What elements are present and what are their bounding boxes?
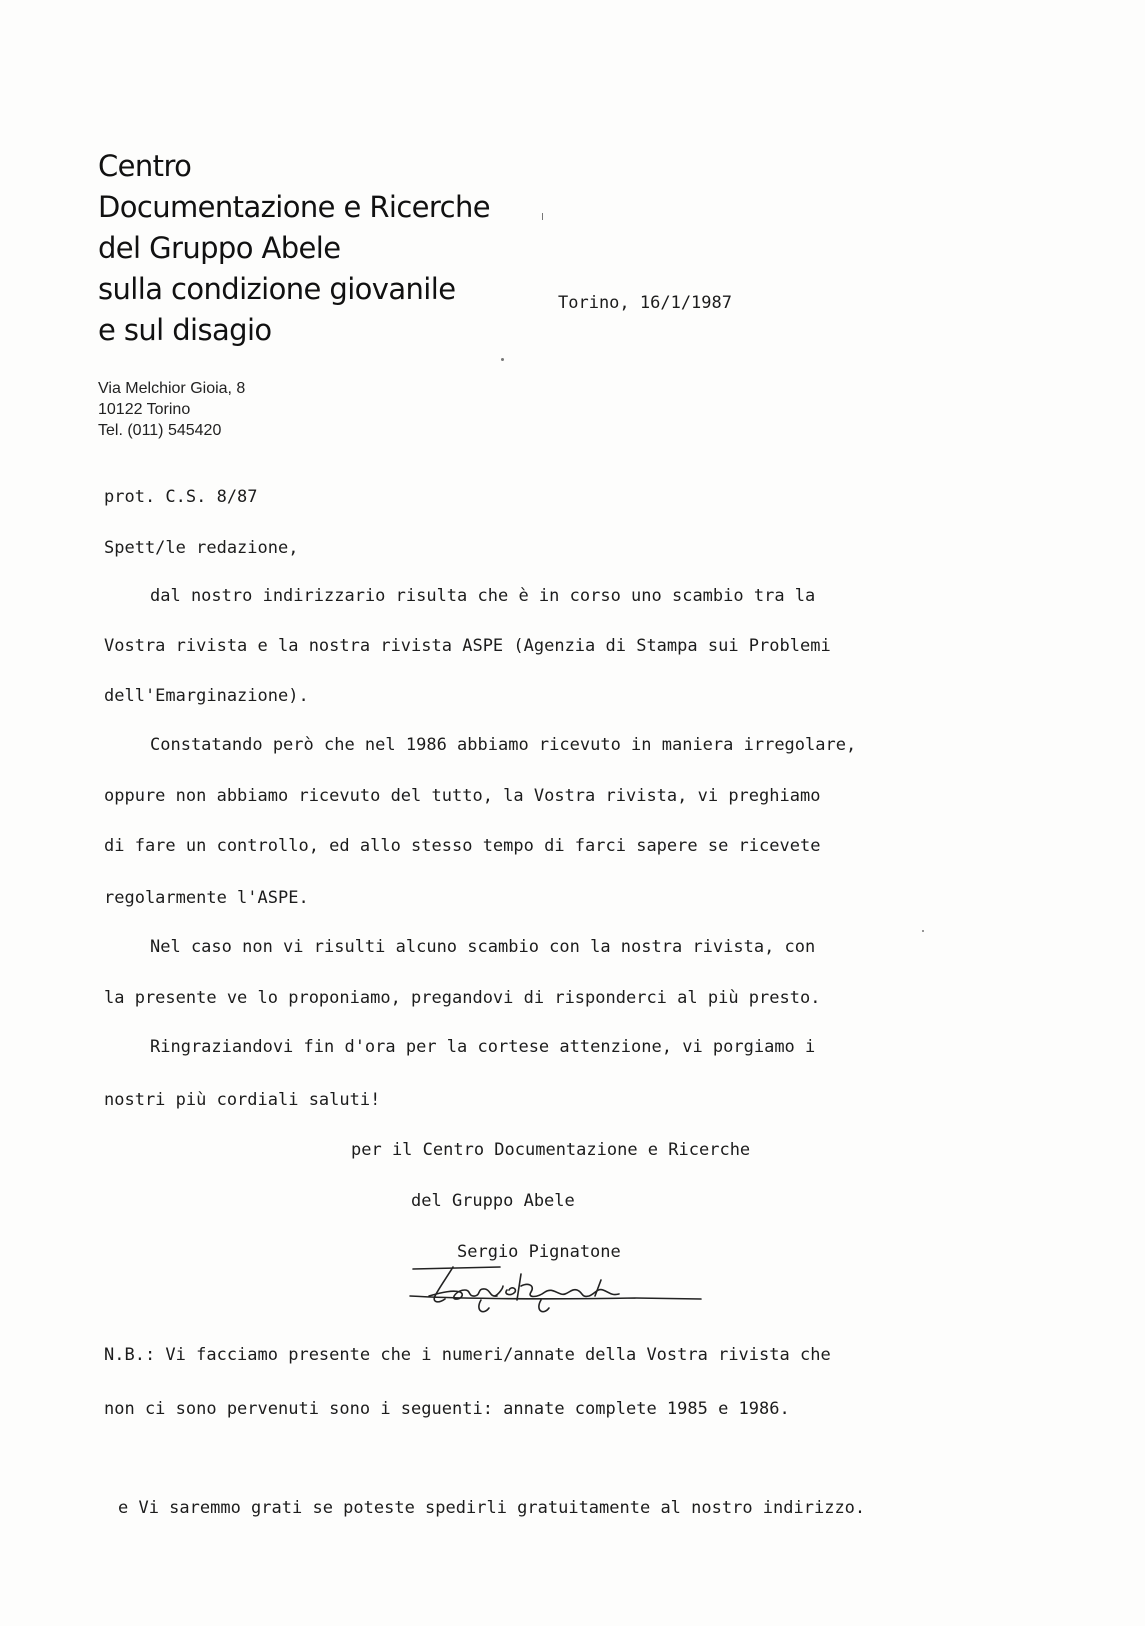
address-line: Via Melchior Gioia, 8 bbox=[98, 380, 246, 397]
letter-date: Torino, 16/1/1987 bbox=[558, 293, 732, 313]
protocol-number: prot. C.S. 8/87 bbox=[104, 487, 258, 507]
letterhead-address bbox=[98, 378, 245, 441]
ink-speck bbox=[501, 358, 504, 361]
body-line: di fare un controllo, ed allo stesso tempo di farci sapere se ricevete bbox=[104, 836, 821, 856]
body-line: oppure non abbiamo ricevuto del tutto, la Vostra rivista, vi preghiamo bbox=[104, 786, 821, 806]
ink-speck bbox=[542, 213, 543, 220]
org-line: Centro bbox=[98, 149, 192, 183]
address-line: Tel. (011) 545420 bbox=[98, 422, 222, 439]
letterhead-organization bbox=[98, 146, 490, 351]
handwritten-signature bbox=[405, 1250, 720, 1320]
body-line: Constatando però che nel 1986 abbiamo ricevuto in maniera irregolare, bbox=[150, 735, 857, 755]
org-line: del Gruppo Abele bbox=[98, 231, 341, 265]
address-line: 10122 Torino bbox=[98, 401, 191, 418]
body-line: regolarmente l'ASPE. bbox=[104, 888, 309, 908]
closing-line: del Gruppo Abele bbox=[411, 1191, 575, 1211]
body-line: Vostra rivista e la nostra rivista ASPE (Agenzia di Stampa sui Problemi bbox=[104, 636, 831, 656]
org-line: Documentazione e Ricerche bbox=[98, 190, 490, 224]
note-line: non ci sono pervenuti sono i seguenti: annate complete 1985 e 1986. bbox=[104, 1399, 790, 1419]
body-line: Nel caso non vi risulti alcuno scambio con la nostra rivista, con bbox=[150, 937, 816, 957]
closing-line: per il Centro Documentazione e Ricerche bbox=[351, 1140, 751, 1160]
salutation: Spett/le redazione, bbox=[104, 538, 299, 558]
ink-speck bbox=[922, 930, 924, 932]
body-line: nostri più cordiali saluti! bbox=[104, 1090, 381, 1110]
org-line: e sul disagio bbox=[98, 313, 272, 347]
note-line: e Vi saremmo grati se poteste spedirli gratuitamente al nostro indirizzo. bbox=[118, 1498, 866, 1518]
signer-name: Sergio Pignatone bbox=[457, 1242, 621, 1262]
body-line: dal nostro indirizzario risulta che è in corso uno scambio tra la bbox=[150, 586, 816, 606]
body-line: Ringraziandovi fin d'ora per la cortese attenzione, vi porgiamo i bbox=[150, 1037, 816, 1057]
body-line: dell'Emarginazione). bbox=[104, 686, 309, 706]
body-line: la presente ve lo proponiamo, pregandovi di risponderci al più presto. bbox=[104, 988, 821, 1008]
org-line: sulla condizione giovanile bbox=[98, 272, 456, 306]
note-line: N.B.: Vi facciamo presente che i numeri/annate della Vostra rivista che bbox=[104, 1345, 831, 1365]
